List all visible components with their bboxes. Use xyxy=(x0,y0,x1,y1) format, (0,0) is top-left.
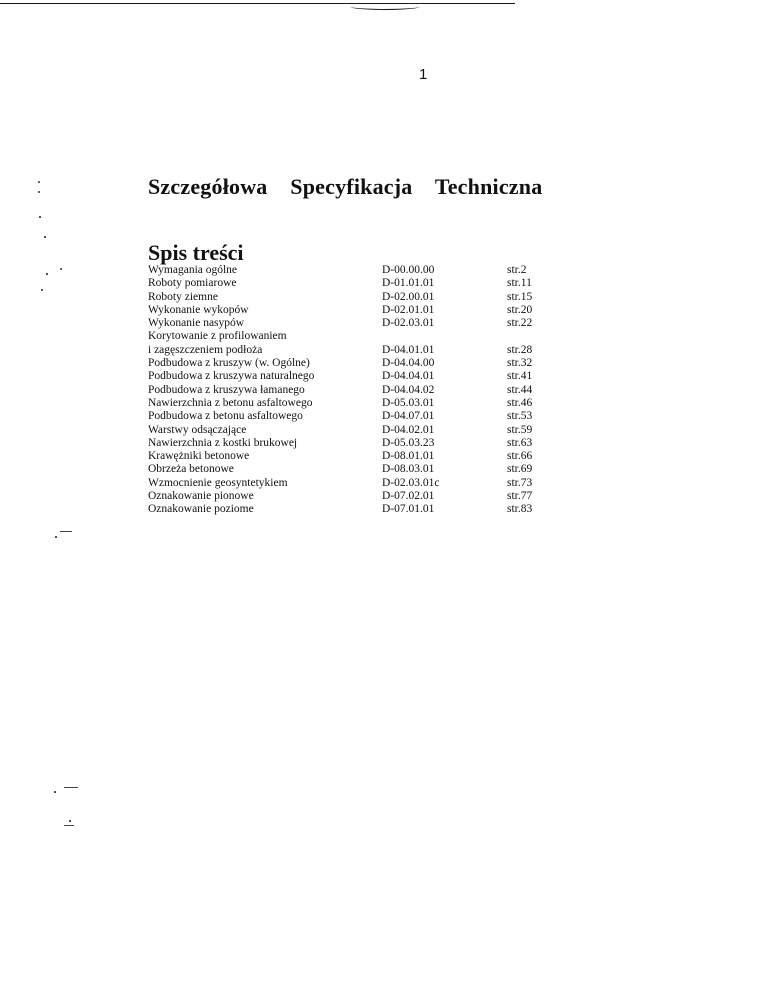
toc-entry-page: str.73 xyxy=(507,476,533,489)
toc-row xyxy=(148,463,568,476)
toc-row xyxy=(148,317,568,330)
toc-row xyxy=(148,384,568,397)
scan-speck xyxy=(41,289,43,291)
toc-entry-name: Nawierzchnia z kostki brukowej xyxy=(148,436,298,449)
toc-entry-code: D-00.00.00 xyxy=(382,264,435,276)
toc-row xyxy=(148,450,568,463)
toc-row xyxy=(148,291,568,304)
toc-row xyxy=(148,477,568,490)
toc-row xyxy=(148,397,568,410)
toc-entry-code: D-02.03.01 xyxy=(382,317,435,330)
toc-entry-name: Oznakowanie pionowe xyxy=(148,490,254,503)
toc-entry-page: str.22 xyxy=(507,317,533,330)
toc-entry-code: D-08.01.01 xyxy=(382,450,435,463)
toc-entry-code: D-02.01.01 xyxy=(382,303,435,316)
toc-entry-page: str.46 xyxy=(507,396,533,409)
toc-entry-page: str.44 xyxy=(507,383,533,396)
toc-entry-code: D-02.00.01 xyxy=(382,290,435,303)
toc-row xyxy=(148,304,568,317)
toc-entry-name: Obrzeża betonowe xyxy=(148,463,234,476)
top-scan-rule-curve xyxy=(350,3,420,10)
toc-entry-name: Roboty pomiarowe xyxy=(148,277,237,290)
toc-entry-name: Wymagania ogólne xyxy=(148,264,238,276)
toc-entry-name: Warstwy odsączające xyxy=(148,423,247,436)
toc-entry-page: str.83 xyxy=(507,503,533,516)
toc-entry-name: Podbudowa z kruszywa łamanego xyxy=(148,383,305,396)
toc-entry-page: str.69 xyxy=(507,463,533,476)
scan-speck xyxy=(39,216,41,218)
scan-mark xyxy=(64,825,74,826)
toc-entry-code: D-04.01.01 xyxy=(382,343,435,356)
toc-entry-code: D-04.04.02 xyxy=(382,383,435,396)
toc-entry-name: Oznakowanie poziome xyxy=(148,503,254,516)
toc-row xyxy=(148,264,568,277)
page-number: 1 xyxy=(419,66,428,83)
toc-entry-code: D-08.03.01 xyxy=(382,463,435,476)
toc-entry-name: Podbudowa z betonu asfaltowego xyxy=(148,410,303,423)
toc-entry-name: Wzmocnienie geosyntetykiem xyxy=(148,476,288,489)
toc-row xyxy=(148,424,568,437)
toc-entry-code: D-04.04.00 xyxy=(382,357,435,370)
scan-speck xyxy=(46,273,48,275)
toc-row xyxy=(148,503,568,516)
toc-entry-page: str.28 xyxy=(507,343,533,356)
toc-entry-name: Krawężniki betonowe xyxy=(148,450,250,463)
toc-entry-page: str.32 xyxy=(507,357,533,370)
top-scan-rule xyxy=(0,3,515,4)
toc-row xyxy=(148,370,568,383)
toc-entry-code: D-07.02.01 xyxy=(382,490,435,503)
toc-entry-code: D-04.02.01 xyxy=(382,423,435,436)
toc-entry-name: Nawierzchnia z betonu asfaltowego xyxy=(148,396,313,409)
toc-entry-page: str.15 xyxy=(507,290,533,303)
toc-entry-code: D-01.01.01 xyxy=(382,277,435,290)
toc-row xyxy=(148,330,568,343)
table-of-contents xyxy=(148,264,568,517)
scan-speck xyxy=(55,536,57,538)
scan-speck xyxy=(38,191,40,193)
toc-entry-page: str.41 xyxy=(507,370,533,383)
scan-speck xyxy=(38,181,40,183)
scan-speck xyxy=(54,791,56,793)
toc-entry-code: D-04.04.01 xyxy=(382,370,435,383)
toc-entry-name: Roboty ziemne xyxy=(148,290,218,303)
toc-row xyxy=(148,410,568,423)
toc-entry-name: Korytowanie z profilowaniem xyxy=(148,330,287,343)
toc-row xyxy=(148,490,568,503)
toc-heading: Spis treści xyxy=(148,240,244,265)
toc-entry-code: D-05.03.23 xyxy=(382,436,435,449)
toc-entry-name: Wykonanie wykopów xyxy=(148,303,249,316)
toc-entry-code: D-07.01.01 xyxy=(382,503,435,516)
toc-row xyxy=(148,437,568,450)
toc-row xyxy=(148,357,568,370)
toc-entry-page: str.66 xyxy=(507,450,533,463)
toc-entry-code: D-04.07.01 xyxy=(382,410,435,423)
scan-speck xyxy=(69,820,71,822)
scan-speck xyxy=(44,236,46,238)
toc-entry-name: i zagęszczeniem podłoża xyxy=(148,343,263,356)
toc-entry-name: Podbudowa z kruszywa naturalnego xyxy=(148,370,315,383)
toc-entry-code: D-02.03.01c xyxy=(382,476,440,489)
toc-entry-page: str.2 xyxy=(507,264,527,276)
toc-entry-page: str.59 xyxy=(507,423,533,436)
toc-entry-page: str.20 xyxy=(507,303,533,316)
scan-mark xyxy=(60,531,72,532)
toc-entry-page: str.11 xyxy=(507,277,532,290)
scan-speck xyxy=(60,268,62,270)
toc-entry-name: Wykonanie nasypów xyxy=(148,317,245,330)
scan-mark xyxy=(64,787,78,788)
toc-row xyxy=(148,277,568,290)
toc-entry-code: D-05.03.01 xyxy=(382,396,435,409)
toc-row xyxy=(148,344,568,357)
document-title: Szczegółowa Specyfikacja Techniczna xyxy=(148,174,543,199)
toc-entry-page: str.53 xyxy=(507,410,533,423)
toc-entry-page: str.63 xyxy=(507,436,533,449)
toc-entry-name: Podbudowa z kruszyw (w. Ogólne) xyxy=(148,357,310,370)
toc-entry-page: str.77 xyxy=(507,490,533,503)
